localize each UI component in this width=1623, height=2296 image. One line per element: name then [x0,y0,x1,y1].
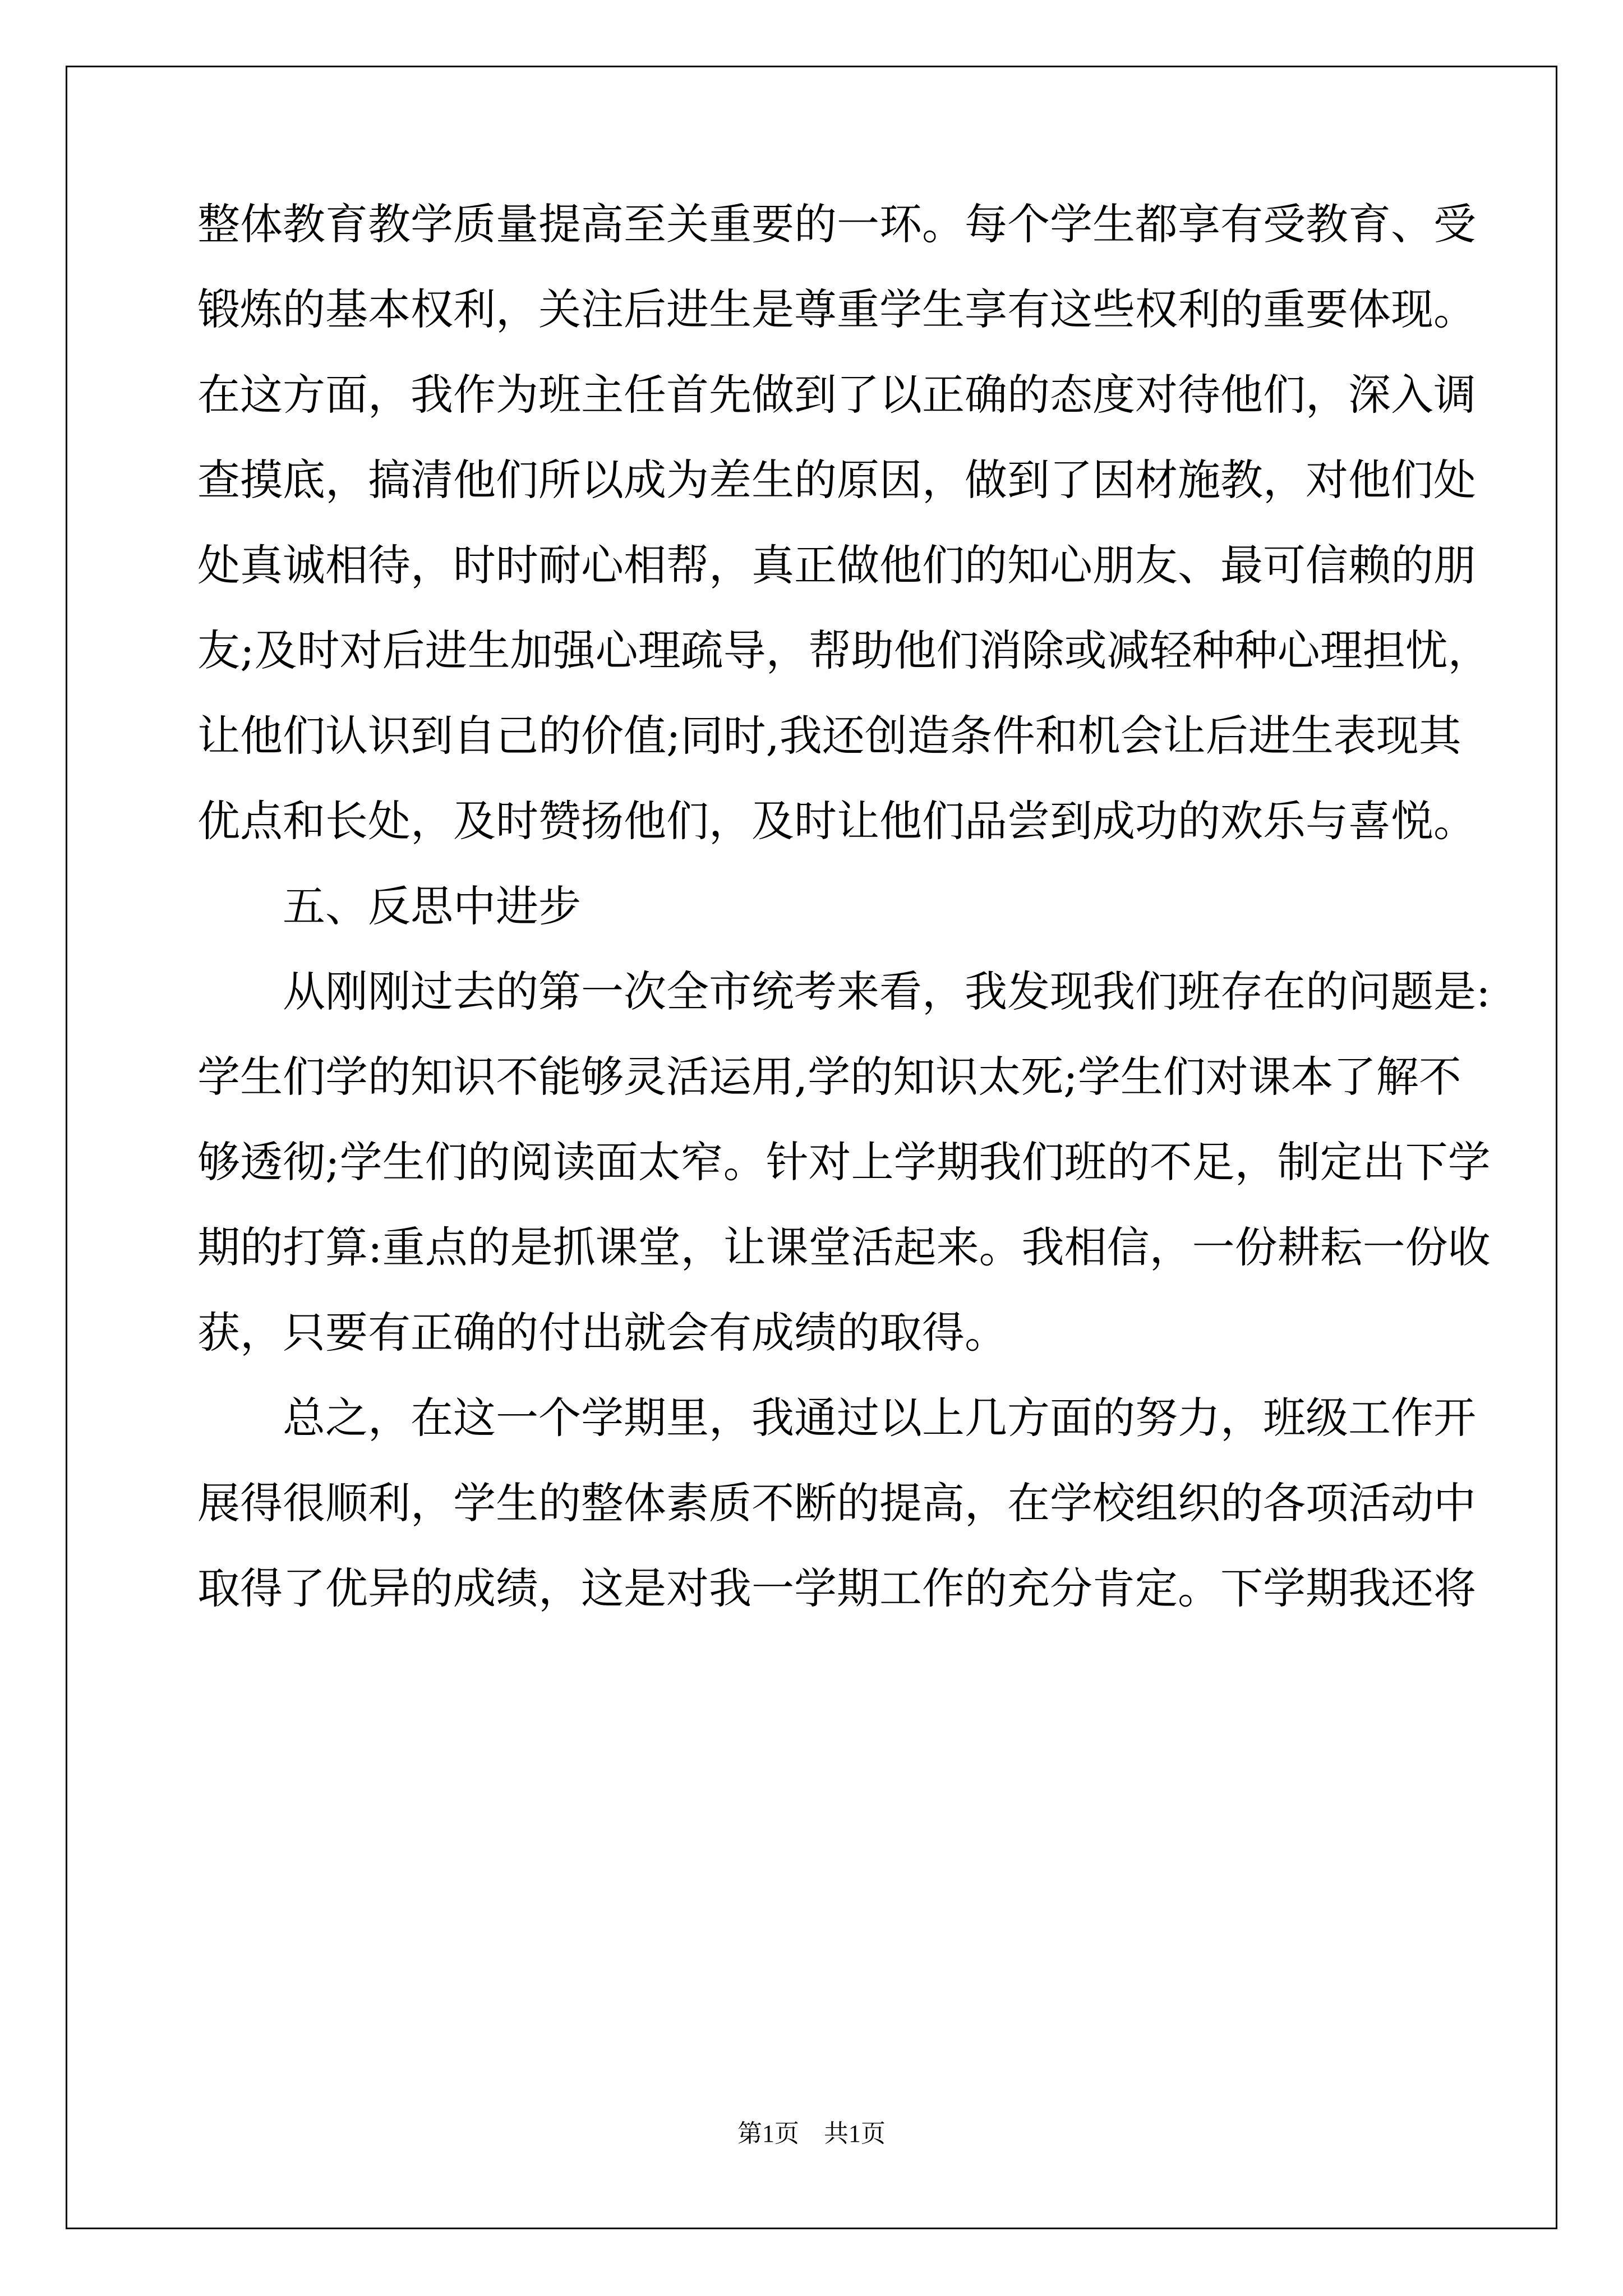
text-line: 优点和长处，及时赞扬他们，及时让他们品尝到成功的欢乐与喜悦。 [197,796,1476,846]
text-line: 在这方面，我作为班主任首先做到了以正确的态度对待他们，深入调 [197,370,1476,420]
text-line: 整体教育教学质量提高至关重要的一环。每个学生都享有受教育、受 [197,199,1476,249]
text-line: 让他们认识到自己的价值;同时,我还创造条件和机会让后进生表现其 [197,711,1461,761]
text-line: 获，只要有正确的付出就会有成绩的取得。 [197,1308,1007,1358]
text-line: 友;及时对后进生加强心理疏导，帮助他们消除或减轻种种心理担忧， [197,625,1491,675]
page-footer [0,2117,1623,2151]
section-heading: 五、反思中进步 [283,881,581,931]
text-line: 锻炼的基本权利，关注后进生是尊重学生享有这些权利的重要体现。 [197,284,1476,334]
text-line: 查摸底，搞清他们所以成为差生的原因，做到了因材施教，对他们处 [197,455,1476,505]
text-line: 总之，在这一个学期里，我通过以上几方面的努力，班级工作开 [283,1393,1476,1443]
text-line: 展得很顺利，学生的整体素质不断的提高，在学校组织的各项活动中 [197,1478,1476,1528]
text-line: 处真诚相待，时时耐心相帮，真正做他们的知心朋友、最可信赖的朋 [197,540,1476,590]
text-line: 学生们学的知识不能够灵活运用,学的知识太死;学生们对课本了解不 [197,1052,1461,1102]
text-line: 从刚刚过去的第一次全市统考来看，我发现我们班存在的问题是: [283,967,1491,1016]
page-number: 第1页 共1页 [737,2120,886,2147]
text-line: 期的打算:重点的是抓课堂，让课堂活起来。我相信，一份耕耘一份收 [197,1222,1491,1272]
text-line: 取得了优异的成绩，这是对我一学期工作的充分肯定。下学期我还将 [197,1563,1476,1613]
text-line: 够透彻;学生们的阅读面太窄。针对上学期我们班的不足，制定出下学 [197,1137,1491,1187]
